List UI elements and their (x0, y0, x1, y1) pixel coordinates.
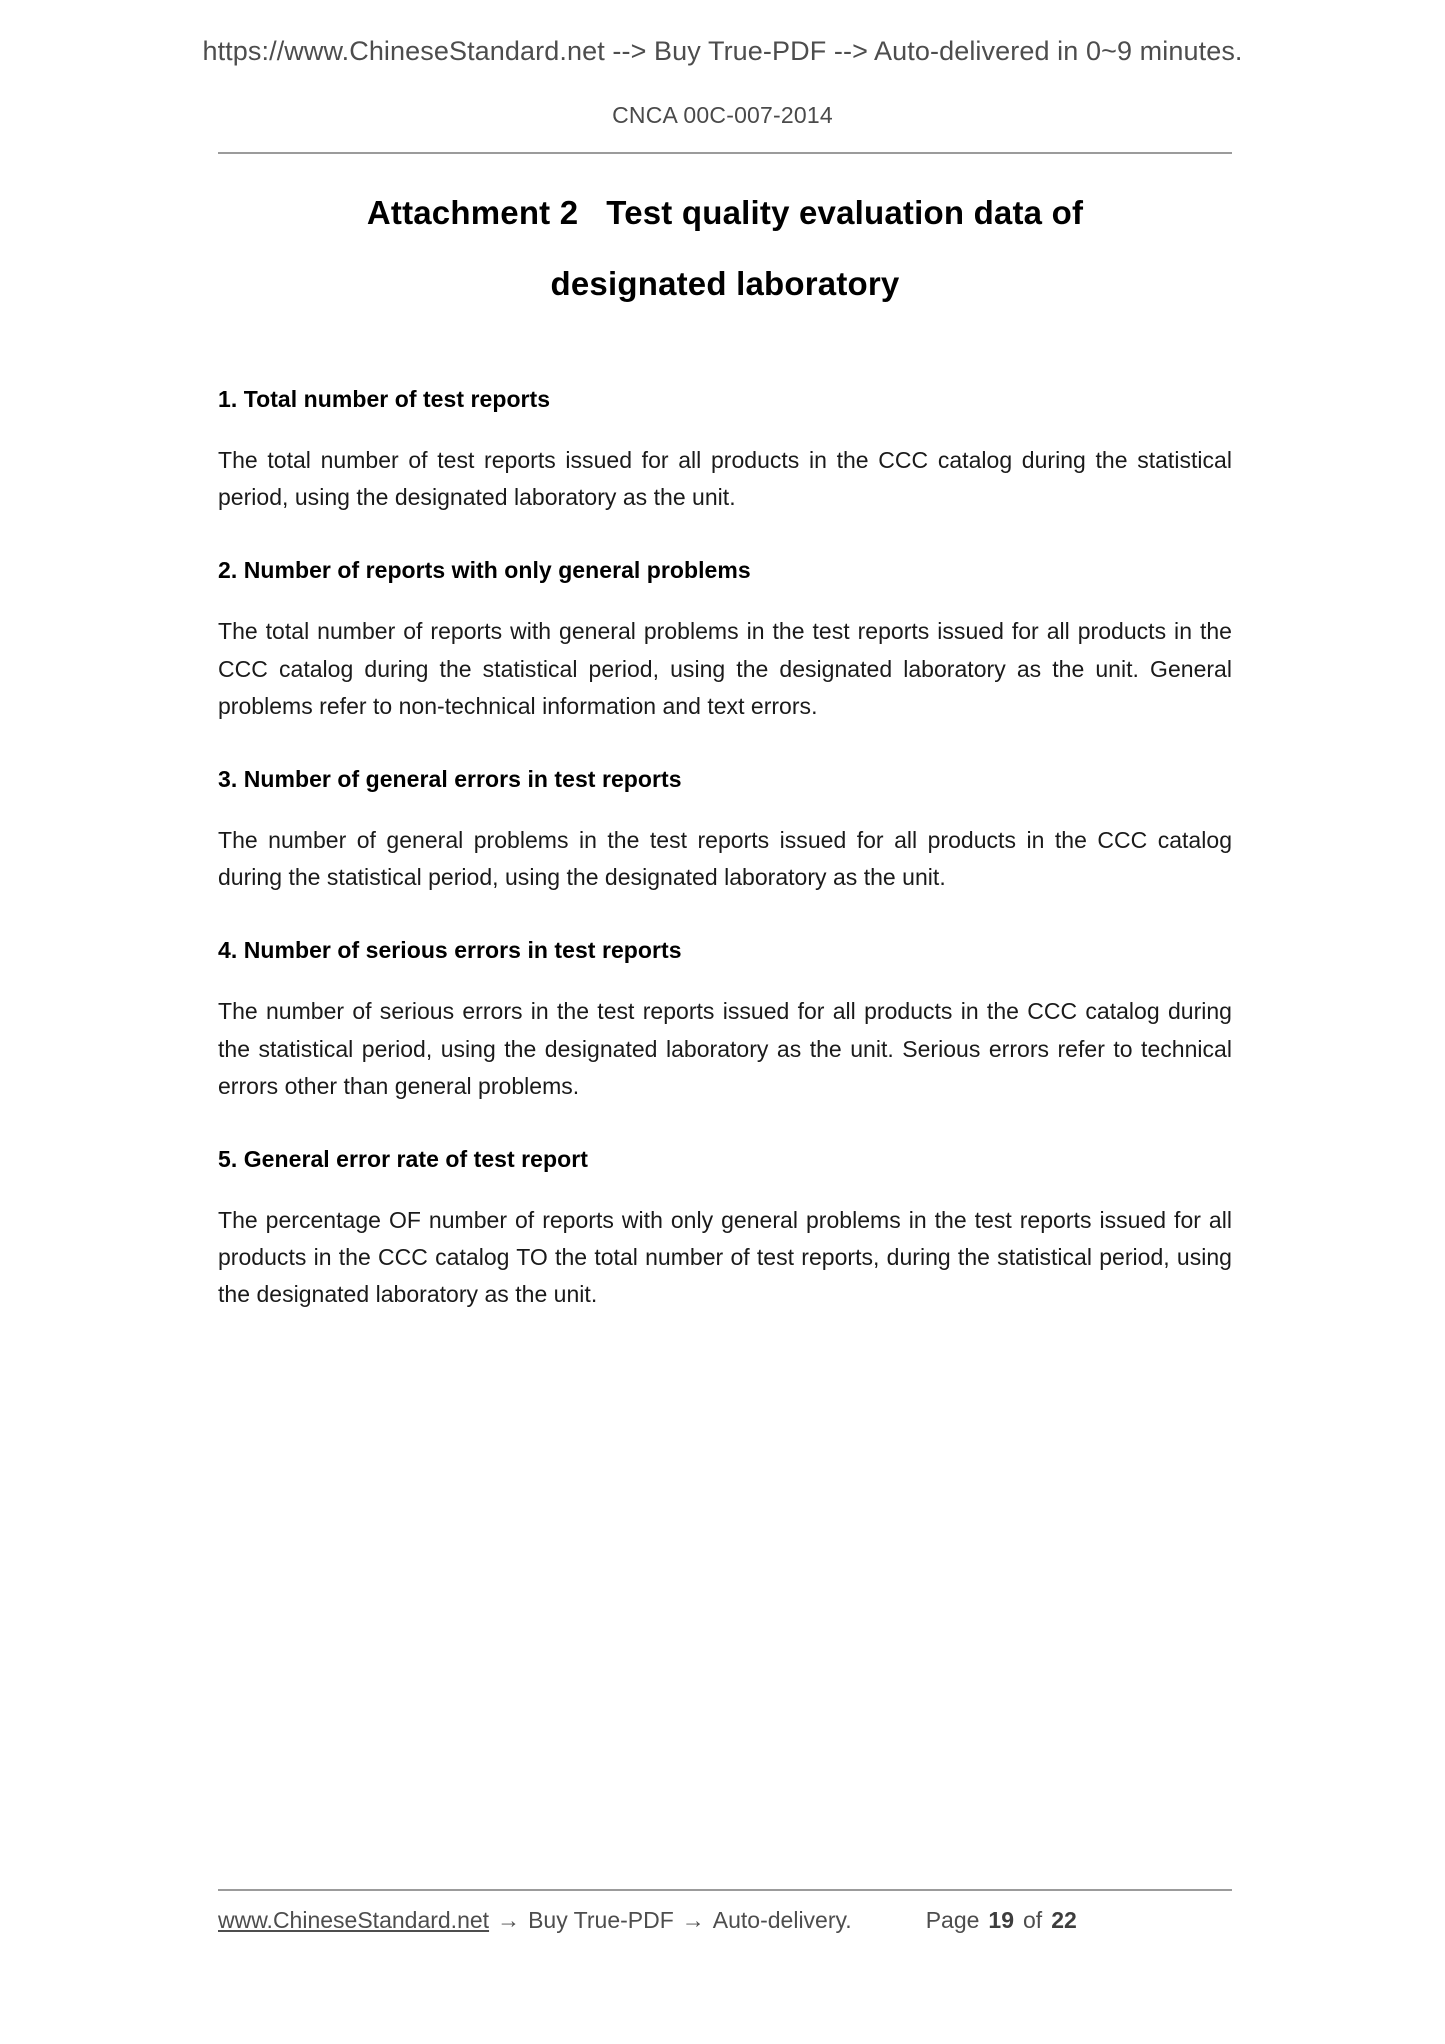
section-2-body: The total number of reports with general problems in the test reports issued for all products in the CCC catalog during the statistical period, using the designated laboratory as the unit. General problems refer to non-technical information and text errors. (218, 618, 1232, 719)
section-2 (218, 556, 1232, 725)
standard-number: CNCA 00C-007-2014 (612, 102, 833, 128)
section-5-body: The percentage OF number of reports with only general problems in the test reports issued for all products in the CCC catalog TO the total number of test reports, during the statistical period, using the designated laboratory as the unit. (218, 1206, 1232, 1308)
footer-website-link[interactable]: www.ChineseStandard.net (218, 1906, 490, 1933)
footer-buy-text: Buy True-PDF (528, 1906, 674, 1933)
footer-delivery-text: Auto-delivery. (712, 1906, 852, 1933)
section-3-heading: 3. Number of general errors in test reports (218, 766, 682, 793)
document-content (218, 196, 1232, 1314)
section-3-body: The number of general problems in the test reports issued for all products in the CCC catalog during the statistical period, using the designated laboratory as the unit. (218, 826, 1232, 891)
page-label: Page (925, 1906, 980, 1933)
section-5-heading: 5. General error rate of test report (218, 1146, 588, 1173)
watermark-header: https://www.ChineseStandard.net --> Buy True-PDF --> Auto-delivered in 0~9 minutes. (202, 36, 1243, 66)
attachment-label: Attachment 2 (366, 194, 579, 231)
page-title-line-2: designated laboratory (550, 265, 900, 302)
footer-divider (218, 1889, 1232, 1891)
page-title-line-1 (218, 196, 1232, 229)
page-title (218, 196, 1232, 300)
section-4 (218, 936, 1232, 1105)
section-5 (218, 1145, 1232, 1314)
section-4-body: The number of serious errors in the test reports issued for all products in the CCC catalog during the statistical period, using the designated laboratory as the unit. Serious errors refer to technical errors other than general problems. (218, 998, 1232, 1099)
arrow-right-icon-1: → (497, 1906, 521, 1933)
section-4-heading: 4. Number of serious errors in test reports (218, 937, 682, 964)
page-indicator (926, 1907, 1077, 1934)
current-page-number: 19 (988, 1906, 1015, 1933)
footer-promo (218, 1907, 852, 1934)
section-2-heading: 2. Number of reports with only general problems (218, 557, 751, 584)
page-footer (218, 1900, 1232, 1940)
section-1-heading: 1. Total number of test reports (218, 386, 551, 412)
attachment-title: Test quality evaluation data of (606, 194, 1084, 231)
section-3 (218, 765, 1232, 896)
of-label: of (1023, 1906, 1043, 1933)
header-divider (218, 152, 1232, 154)
section-1 (218, 385, 1232, 516)
section-1-body: The total number of test reports issued for all products in the CCC catalog during the statistical period, using the designated laboratory as the unit. (218, 446, 1232, 511)
total-page-count: 22 (1051, 1906, 1077, 1933)
arrow-right-icon-2: → (681, 1906, 705, 1933)
